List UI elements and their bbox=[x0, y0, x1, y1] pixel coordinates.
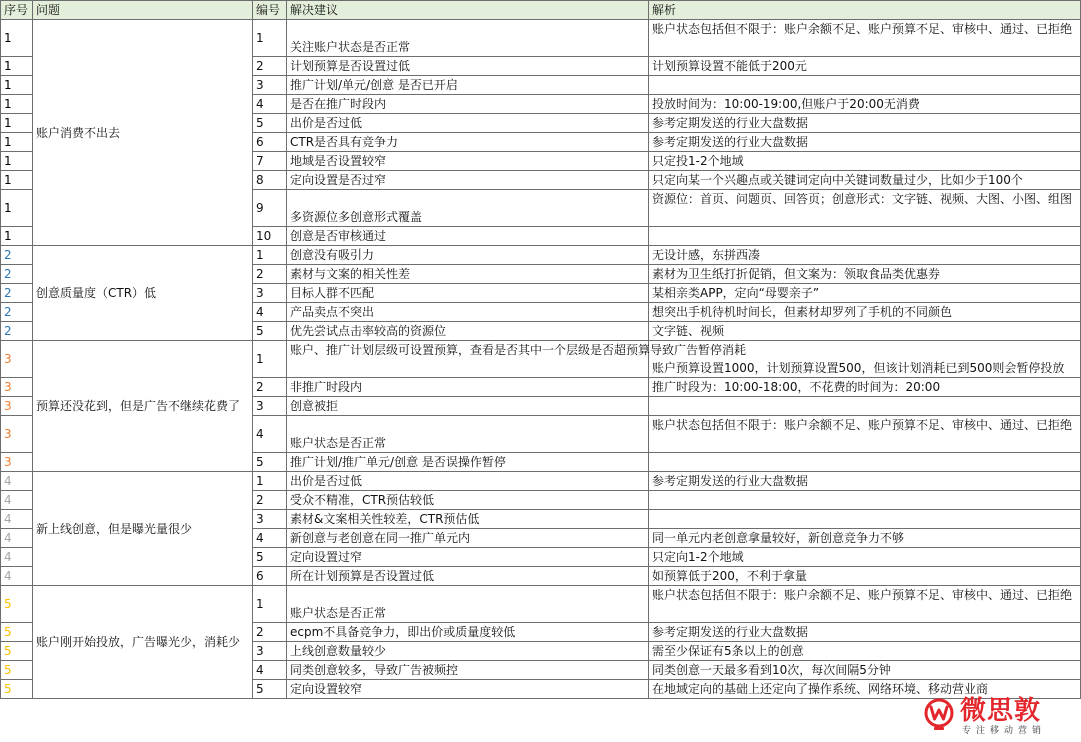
solution-cell: 账户状态是否正常 bbox=[287, 416, 649, 453]
solution-cell: 产品卖点不突出 bbox=[287, 303, 649, 322]
analysis-cell: 如预算低于200，不利于拿量 bbox=[649, 567, 1081, 586]
solution-cell: 推广计划/推广单元/创意 是否误操作暂停 bbox=[287, 453, 649, 472]
problem-cell: 新上线创意，但是曝光量很少 bbox=[33, 472, 253, 586]
item-no: 1 bbox=[253, 20, 287, 57]
group-seq: 1 bbox=[1, 171, 33, 190]
group-seq: 1 bbox=[1, 152, 33, 171]
item-no: 1 bbox=[253, 472, 287, 491]
item-no: 1 bbox=[253, 586, 287, 623]
analysis-cell: 投放时间为：10:00-19:00,但账户于20:00无消费 bbox=[649, 95, 1081, 114]
analysis-cell: 只定投1-2个地域 bbox=[649, 152, 1081, 171]
solution-cell: 是否在推广时段内 bbox=[287, 95, 649, 114]
brand-logo bbox=[922, 696, 1052, 738]
solution-cell: 推广计划/单元/创意 是否已开启 bbox=[287, 76, 649, 95]
item-no: 2 bbox=[253, 57, 287, 76]
table-row bbox=[1, 586, 1081, 623]
analysis-cell: 计划预算设置不能低于200元 bbox=[649, 57, 1081, 76]
group-seq: 2 bbox=[1, 322, 33, 341]
item-no: 1 bbox=[253, 341, 287, 378]
solution-cell: 定向设置较窄 bbox=[287, 680, 649, 699]
analysis-cell: 账户状态包括但不限于：账户余额不足、账户预算不足、审核中、通过、已拒绝 bbox=[649, 586, 1081, 623]
group-seq: 1 bbox=[1, 227, 33, 246]
solution-cell: 创意是否审核通过 bbox=[287, 227, 649, 246]
item-no: 3 bbox=[253, 510, 287, 529]
item-no: 4 bbox=[253, 303, 287, 322]
problem-cell: 创意质量度（CTR）低 bbox=[33, 246, 253, 341]
solution-cell: 创意没有吸引力 bbox=[287, 246, 649, 265]
header-row bbox=[1, 1, 1081, 20]
group-seq: 1 bbox=[1, 20, 33, 57]
group-seq: 1 bbox=[1, 114, 33, 133]
item-no: 6 bbox=[253, 567, 287, 586]
analysis-cell: 资源位：首页、问题页、回答页；创意形式：文字链、视频、大图、小图、组图 bbox=[649, 190, 1081, 227]
item-no: 5 bbox=[253, 114, 287, 133]
group-seq: 4 bbox=[1, 529, 33, 548]
solution-cell: 地域是否设置较窄 bbox=[287, 152, 649, 171]
solution-cell: 非推广时段内 bbox=[287, 378, 649, 397]
analysis-cell: 账户预算设置1000，计划预算设置500，但该计划消耗已到500则会暂停投放 bbox=[649, 341, 1081, 378]
item-no: 7 bbox=[253, 152, 287, 171]
item-no: 4 bbox=[253, 95, 287, 114]
item-no: 3 bbox=[253, 397, 287, 416]
group-seq: 4 bbox=[1, 491, 33, 510]
analysis-cell: 参考定期发送的行业大盘数据 bbox=[649, 623, 1081, 642]
item-no: 5 bbox=[253, 453, 287, 472]
solution-cell: CTR是否具有竞争力 bbox=[287, 133, 649, 152]
analysis-cell: 需至少保证有5条以上的创意 bbox=[649, 642, 1081, 661]
group-seq: 4 bbox=[1, 472, 33, 491]
header-solution: 解决建议 bbox=[287, 1, 649, 20]
item-no: 8 bbox=[253, 171, 287, 190]
item-no: 3 bbox=[253, 76, 287, 95]
analysis-cell: 无设计感，东拼西凑 bbox=[649, 246, 1081, 265]
group-seq: 4 bbox=[1, 548, 33, 567]
analysis-cell bbox=[649, 76, 1081, 95]
analysis-cell: 某相亲类APP，定向“母婴亲子” bbox=[649, 284, 1081, 303]
solution-cell: 账户状态是否正常 bbox=[287, 586, 649, 623]
item-no: 2 bbox=[253, 491, 287, 510]
group-seq: 1 bbox=[1, 76, 33, 95]
header-analysis: 解析 bbox=[649, 1, 1081, 20]
solution-cell: 账户、推广计划层级可设置预算，查看是否其中一个层级是否超预算导致广告暂停消耗 bbox=[287, 341, 649, 378]
analysis-cell: 文字链、视频 bbox=[649, 322, 1081, 341]
analysis-cell bbox=[649, 227, 1081, 246]
solution-cell: 出价是否过低 bbox=[287, 472, 649, 491]
analysis-cell: 在地域定向的基础上还定向了操作系统、网络环境、移动营业商 bbox=[649, 680, 1081, 699]
group-seq: 2 bbox=[1, 303, 33, 322]
group-seq: 1 bbox=[1, 133, 33, 152]
item-no: 3 bbox=[253, 642, 287, 661]
solution-cell: 上线创意数量较少 bbox=[287, 642, 649, 661]
group-seq: 2 bbox=[1, 284, 33, 303]
table-row bbox=[1, 246, 1081, 265]
group-seq: 4 bbox=[1, 510, 33, 529]
solution-cell: 优先尝试点击率较高的资源位 bbox=[287, 322, 649, 341]
group-seq: 1 bbox=[1, 95, 33, 114]
item-no: 1 bbox=[253, 246, 287, 265]
solution-cell: 关注账户状态是否正常 bbox=[287, 20, 649, 57]
analysis-cell: 参考定期发送的行业大盘数据 bbox=[649, 472, 1081, 491]
analysis-cell bbox=[649, 397, 1081, 416]
group-seq: 3 bbox=[1, 397, 33, 416]
item-no: 3 bbox=[253, 284, 287, 303]
analysis-cell: 账户状态包括但不限于：账户余额不足、账户预算不足、审核中、通过、已拒绝 bbox=[649, 20, 1081, 57]
header-problem: 问题 bbox=[33, 1, 253, 20]
solution-cell: 出价是否过低 bbox=[287, 114, 649, 133]
solution-cell: 定向设置是否过窄 bbox=[287, 171, 649, 190]
analysis-cell bbox=[649, 453, 1081, 472]
item-no: 4 bbox=[253, 416, 287, 453]
group-seq: 5 bbox=[1, 623, 33, 642]
solution-cell: ecpm不具备竞争力，即出价或质量度较低 bbox=[287, 623, 649, 642]
analysis-cell: 想突出手机待机时间长，但素材却罗列了手机的不同颜色 bbox=[649, 303, 1081, 322]
solution-cell: 目标人群不匹配 bbox=[287, 284, 649, 303]
item-no: 5 bbox=[253, 680, 287, 699]
group-seq: 2 bbox=[1, 246, 33, 265]
table-row bbox=[1, 20, 1081, 57]
item-no: 9 bbox=[253, 190, 287, 227]
solution-cell: 新创意与老创意在同一推广单元内 bbox=[287, 529, 649, 548]
group-seq: 1 bbox=[1, 57, 33, 76]
analysis-cell: 同类创意一天最多看到10次，每次间隔5分钟 bbox=[649, 661, 1081, 680]
item-no: 2 bbox=[253, 623, 287, 642]
table-row bbox=[1, 472, 1081, 491]
header-no: 编号 bbox=[253, 1, 287, 20]
analysis-cell: 同一单元内老创意拿量较好，新创意竞争力不够 bbox=[649, 529, 1081, 548]
analysis-cell: 素材为卫生纸打折促销，但文案为：领取食品类优惠券 bbox=[649, 265, 1081, 284]
item-no: 2 bbox=[253, 265, 287, 284]
problem-cell: 预算还没花到，但是广告不继续花费了 bbox=[33, 341, 253, 472]
solution-cell: 所在计划预算是否设置过低 bbox=[287, 567, 649, 586]
analysis-cell: 参考定期发送的行业大盘数据 bbox=[649, 114, 1081, 133]
item-no: 10 bbox=[253, 227, 287, 246]
group-seq: 2 bbox=[1, 265, 33, 284]
solution-cell: 同类创意较多，导致广告被频控 bbox=[287, 661, 649, 680]
analysis-cell: 只定向1-2个地域 bbox=[649, 548, 1081, 567]
item-no: 4 bbox=[253, 529, 287, 548]
group-seq: 3 bbox=[1, 378, 33, 397]
group-seq: 3 bbox=[1, 416, 33, 453]
brand-name: 微思敦 bbox=[960, 696, 1042, 726]
analysis-cell: 推广时段为：10:00-18:00，不花费的时间为：20:00 bbox=[649, 378, 1081, 397]
solution-cell: 创意被拒 bbox=[287, 397, 649, 416]
group-seq: 5 bbox=[1, 586, 33, 623]
solution-cell: 计划预算是否设置过低 bbox=[287, 57, 649, 76]
header-seq: 序号 bbox=[1, 1, 33, 20]
group-seq: 1 bbox=[1, 190, 33, 227]
problem-cell: 账户消费不出去 bbox=[33, 20, 253, 246]
analysis-cell bbox=[649, 491, 1081, 510]
brand-tagline: 专注移动营销 bbox=[962, 726, 1047, 736]
group-seq: 5 bbox=[1, 642, 33, 661]
analysis-cell: 参考定期发送的行业大盘数据 bbox=[649, 133, 1081, 152]
group-seq: 5 bbox=[1, 680, 33, 699]
analysis-cell: 只定向某一个兴趣点或关键词定向中关键词数量过少，比如少于100个 bbox=[649, 171, 1081, 190]
table-row bbox=[1, 341, 1081, 378]
item-no: 4 bbox=[253, 661, 287, 680]
solution-cell: 多资源位多创意形式覆盖 bbox=[287, 190, 649, 227]
group-seq: 4 bbox=[1, 567, 33, 586]
group-seq: 3 bbox=[1, 341, 33, 378]
item-no: 5 bbox=[253, 322, 287, 341]
item-no: 2 bbox=[253, 378, 287, 397]
solution-cell: 受众不精准，CTR预估较低 bbox=[287, 491, 649, 510]
item-no: 5 bbox=[253, 548, 287, 567]
group-seq: 3 bbox=[1, 453, 33, 472]
problem-cell: 账户刚开始投放，广告曝光少，消耗少 bbox=[33, 586, 253, 699]
solution-cell: 素材&文案相关性较差，CTR预估低 bbox=[287, 510, 649, 529]
solution-cell: 定向设置过窄 bbox=[287, 548, 649, 567]
item-no: 6 bbox=[253, 133, 287, 152]
analysis-cell: 账户状态包括但不限于：账户余额不足、账户预算不足、审核中、通过、已拒绝 bbox=[649, 416, 1081, 453]
lightbulb-icon bbox=[922, 698, 956, 732]
group-seq: 5 bbox=[1, 661, 33, 680]
solution-cell: 素材与文案的相关性差 bbox=[287, 265, 649, 284]
analysis-cell bbox=[649, 510, 1081, 529]
